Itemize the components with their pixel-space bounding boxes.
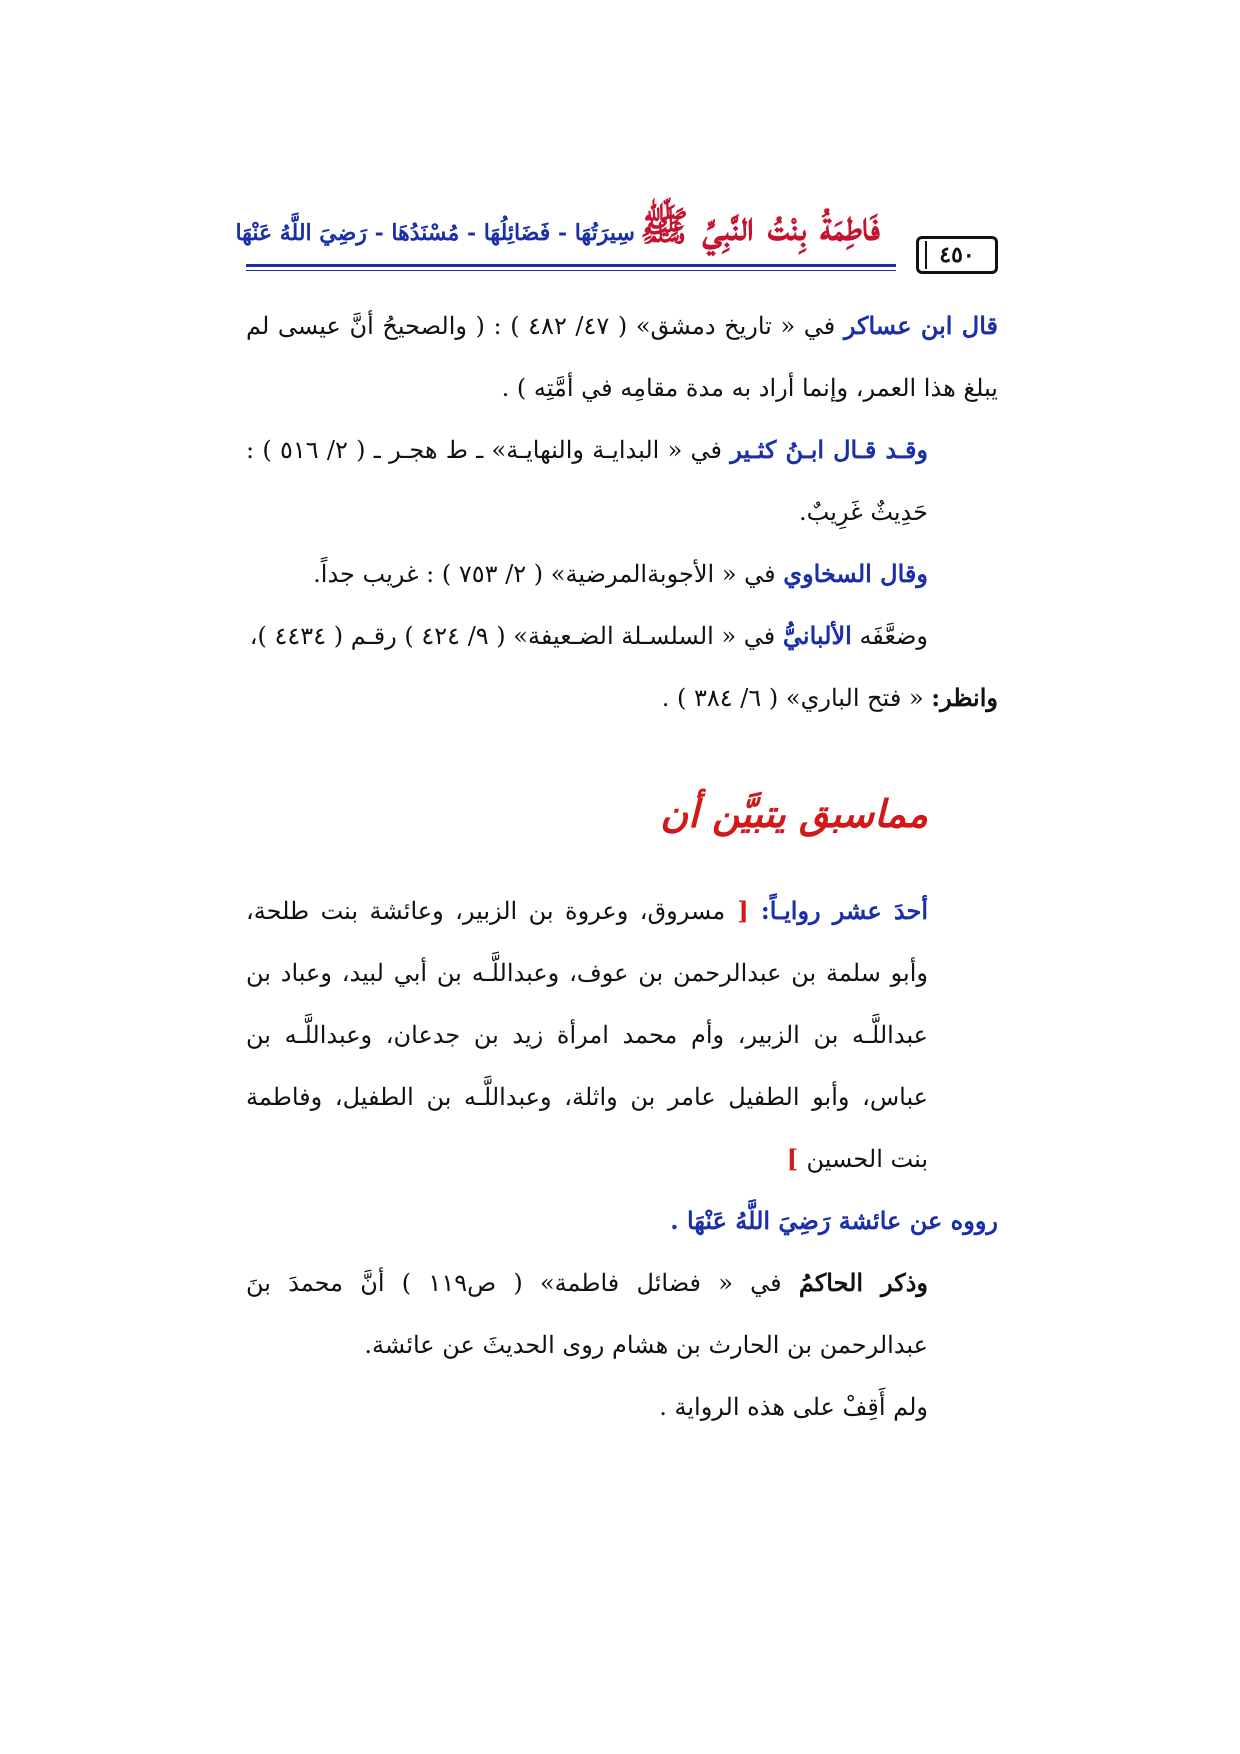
- paragraph-text: في « السلسـلة الضـعيفة» ( ٩/ ٤٢٤ ) رقـم ( ٤٤٣٤ )،: [249, 622, 783, 650]
- see-also-label: وانظر:: [931, 683, 998, 712]
- paragraph-hakim: [246, 1252, 998, 1376]
- page-header: [235, 188, 998, 268]
- open-bracket: [: [725, 896, 761, 925]
- scholar-name: وذكر الحاكمُ: [798, 1268, 928, 1297]
- scholar-name: وقال السخاوي: [783, 559, 928, 588]
- paragraph-see-also: [246, 667, 998, 729]
- paragraph-ibn-asakir: [246, 295, 998, 419]
- paragraph-text: في « فضائل فاطمة» ( ص١١٩ ) أنَّ محمدَ بنَ عبدالرحمن بن الحارث بن هشام روى الحديثَ عن عائشة.: [246, 1269, 928, 1359]
- paragraph-text: في « الأجوبةالمرضية» ( ٢/ ٧٥٣ ) : غريب جداً.: [313, 560, 784, 588]
- paragraph-text: ولم أَقِفْ على هذه الرواية .: [659, 1393, 928, 1421]
- header-divider: [246, 264, 896, 267]
- scholar-name: وقـد قـال ابـنُ كثـير: [730, 435, 929, 464]
- close-bracket: ]: [786, 1144, 807, 1173]
- header-divider-thin: [246, 270, 896, 271]
- paragraph-narrators-tail: [246, 1190, 998, 1252]
- paragraph-prefix: وضعَّفَه: [851, 622, 928, 650]
- book-title-main: فَاطِمَةُ بِنْتُ النَّبِيِّ ﷺ: [640, 203, 880, 250]
- paragraph-ibn-kathir: [246, 419, 998, 543]
- paragraph-text: في « تاريخ دمشق» ( ٤٧/ ٤٨٢ ) : ( والصحيحُ أنَّ عيسى لم يبلغ هذا العمر، وإنما أراد به مدة مقامِه في أمَّتِه ) .: [246, 312, 998, 402]
- main-text-continued: [246, 880, 998, 1438]
- scholar-name: الألبانيُّ: [782, 621, 852, 650]
- narrators-count: أحدَ عشر روايـاً:: [760, 896, 928, 925]
- paragraph-text: « فتح الباري» ( ٦/ ٣٨٤ ) .: [661, 684, 932, 712]
- book-title: [235, 202, 880, 260]
- paragraph-narrators: [246, 880, 998, 1190]
- narrators-list: مسروق، وعروة بن الزبير، وعائشة بنت طلحة، وأبو سلمة بن عبدالرحمن بن عوف، وعبداللَّـه بن أبي لبيد، وعباد بن عبداللَّـه بن الزبير، وأم محمد امرأة زيد بن جدعان، وعبداللَّـه بن عباس، وأبو الطفيل عامر بن واثلة، وعبداللَّـه بن الطفيل، وفاطمة بنت الحسين: [246, 897, 928, 1173]
- scholar-name: قال ابن عساكر: [843, 311, 999, 340]
- paragraph-closing: [246, 1376, 998, 1438]
- narrators-tail: رووه عن عائشة رَضِيَ اللَّهُ عَنْهَا .: [670, 1206, 998, 1235]
- section-heading: مماسبق يتبيَّن أن: [660, 792, 928, 836]
- main-text: [246, 295, 998, 729]
- paragraph-text: في « البدايـة والنهايـة» ـ ط هجـر ـ ( ٢/ ٥١٦ ) : حَدِيثٌ غَرِيبٌ.: [246, 436, 928, 526]
- page-number: ٤٥٠: [916, 236, 998, 274]
- book-title-sub: سِيرَتُهَا - فَضَائِلُهَا - مُسْنَدُهَا - رَضِيَ اللَّهُ عَنْهَا: [235, 220, 635, 246]
- paragraph-albani: [246, 605, 998, 667]
- paragraph-sakhawi: [246, 543, 998, 605]
